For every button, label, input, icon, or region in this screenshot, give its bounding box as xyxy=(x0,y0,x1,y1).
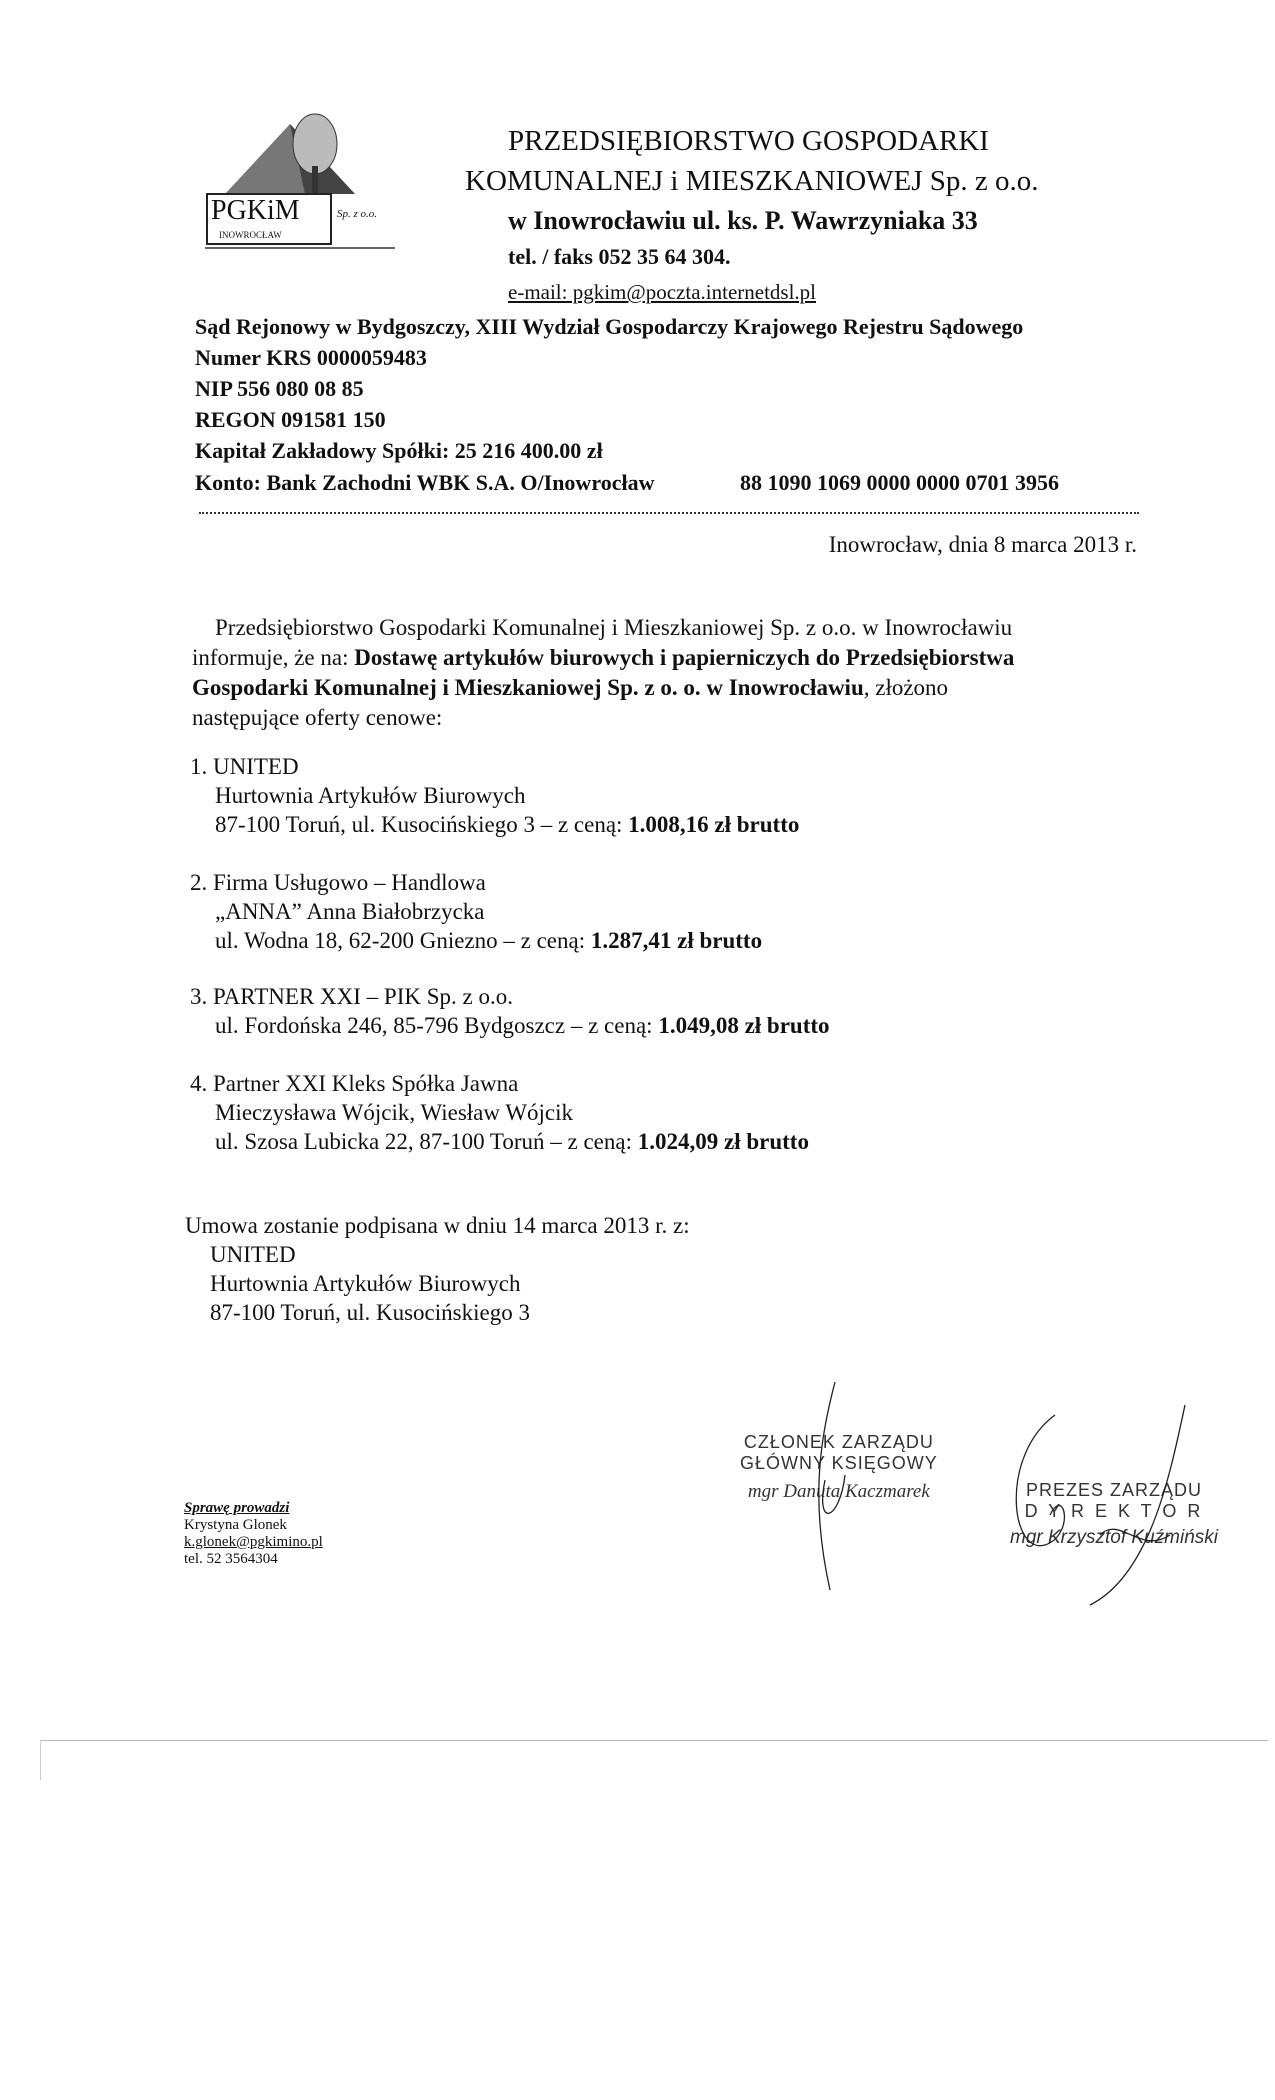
company-name-line1: PRZEDSIĘBIORSTWO GOSPODARKI xyxy=(508,125,989,157)
stamp-president: PREZES ZARZĄDU D Y R E K T O R mgr Krzysztof Kuźmiński xyxy=(1010,1480,1218,1548)
logo-text: PGKiM xyxy=(211,195,300,226)
company-name-line2: KOMUNALNEJ i MIESZKANIOWEJ Sp. z o.o. xyxy=(465,165,1039,197)
registry-account-bank: Konto: Bank Zachodni WBK S.A. O/Inowrocław xyxy=(195,470,655,495)
company-address: w Inowrocławiu ul. ks. P. Wawrzyniaka 33 xyxy=(508,206,978,235)
registry-capital: Kapitał Zakładowy Spółki: 25 216 400.00 zł xyxy=(195,438,603,463)
header-divider xyxy=(199,512,1139,514)
logo-graphic xyxy=(205,110,395,250)
logo-form: Sp. z o.o. xyxy=(337,208,378,220)
registry-court: Sąd Rejonowy w Bydgoszczy, XIII Wydział Gospodarczy Krajowego Rejestru Sądowego xyxy=(195,314,1024,339)
stamp-chief-accountant: CZŁONEK ZARZĄDU GŁÓWNY KSIĘGOWY mgr Danuta Kaczmarek xyxy=(740,1432,938,1502)
signature-1 xyxy=(800,1380,860,1600)
signature-2 xyxy=(1000,1395,1200,1615)
offer-4: 4. Partner XXI Kleks Spółka Jawna Mieczysława Wójcik, Wiesław Wójcik ul. Szosa Lubicka 22, 87-100 Toruń – z ceną: 1.024,09 zł brutto xyxy=(190,1071,809,1154)
company-email[interactable]: e-mail: pgkim@poczta.internetdsl.pl xyxy=(508,280,817,304)
intro-line3: Gospodarki Komunalnej i Mieszkaniowej Sp. z o. o. w Inowrocławiu, złożono xyxy=(192,675,949,700)
page-left-edge xyxy=(40,1740,41,1780)
registry-regon: REGON 091581 150 xyxy=(195,407,386,432)
company-logo xyxy=(205,110,395,250)
intro-line1: Przedsiębiorstwo Gospodarki Komunalnej i Mieszkaniowej Sp. z o.o. w Inowrocławiu xyxy=(215,615,1013,640)
registry-account-number: 88 1090 1069 0000 0000 0701 3956 xyxy=(740,470,1059,495)
offer-1: 1. UNITED Hurtownia Artykułów Biurowych 87-100 Toruń, ul. Kusocińskiego 3 – z ceną: 1.008,16 zł brutto xyxy=(190,754,800,837)
prepared-by: Sprawę prowadzi Krystyna Glonek k.glonek@pgkimino.pl tel. 52 3564304 xyxy=(184,1500,323,1567)
contract-info: Umowa zostanie podpisana w dniu 14 marca 2013 r. z: UNITED Hurtownia Artykułów Biurowych 87-100 Toruń, ul. Kusocińskiego 3 xyxy=(185,1213,690,1325)
intro-line2: informuje, że na: Dostawę artykułów biurowych i papierniczych do Przedsiębiorstwa xyxy=(192,645,1015,670)
logo-subtext: INOWROCŁAW xyxy=(219,230,282,240)
registry-nip: NIP 556 080 08 85 xyxy=(195,376,364,401)
registry-krs: Numer KRS 0000059483 xyxy=(195,345,427,370)
offer-3: 3. PARTNER XXI – PIK Sp. z o.o. ul. Fordońska 246, 85-796 Bydgoszcz – z ceną: 1.049,08 zł brutto xyxy=(190,984,830,1038)
page-bottom-border xyxy=(40,1740,1268,1741)
offer-2: 2. Firma Usługowo – Handlowa „ANNA” Anna Białobrzycka ul. Wodna 18, 62-200 Gniezno – z ceną: 1.287,41 zł brutto xyxy=(190,870,763,953)
intro-line4: następujące oferty cenowe: xyxy=(192,705,443,730)
document-date: Inowrocław, dnia 8 marca 2013 r. xyxy=(828,532,1137,557)
company-phone: tel. / faks 052 35 64 304. xyxy=(508,244,731,269)
